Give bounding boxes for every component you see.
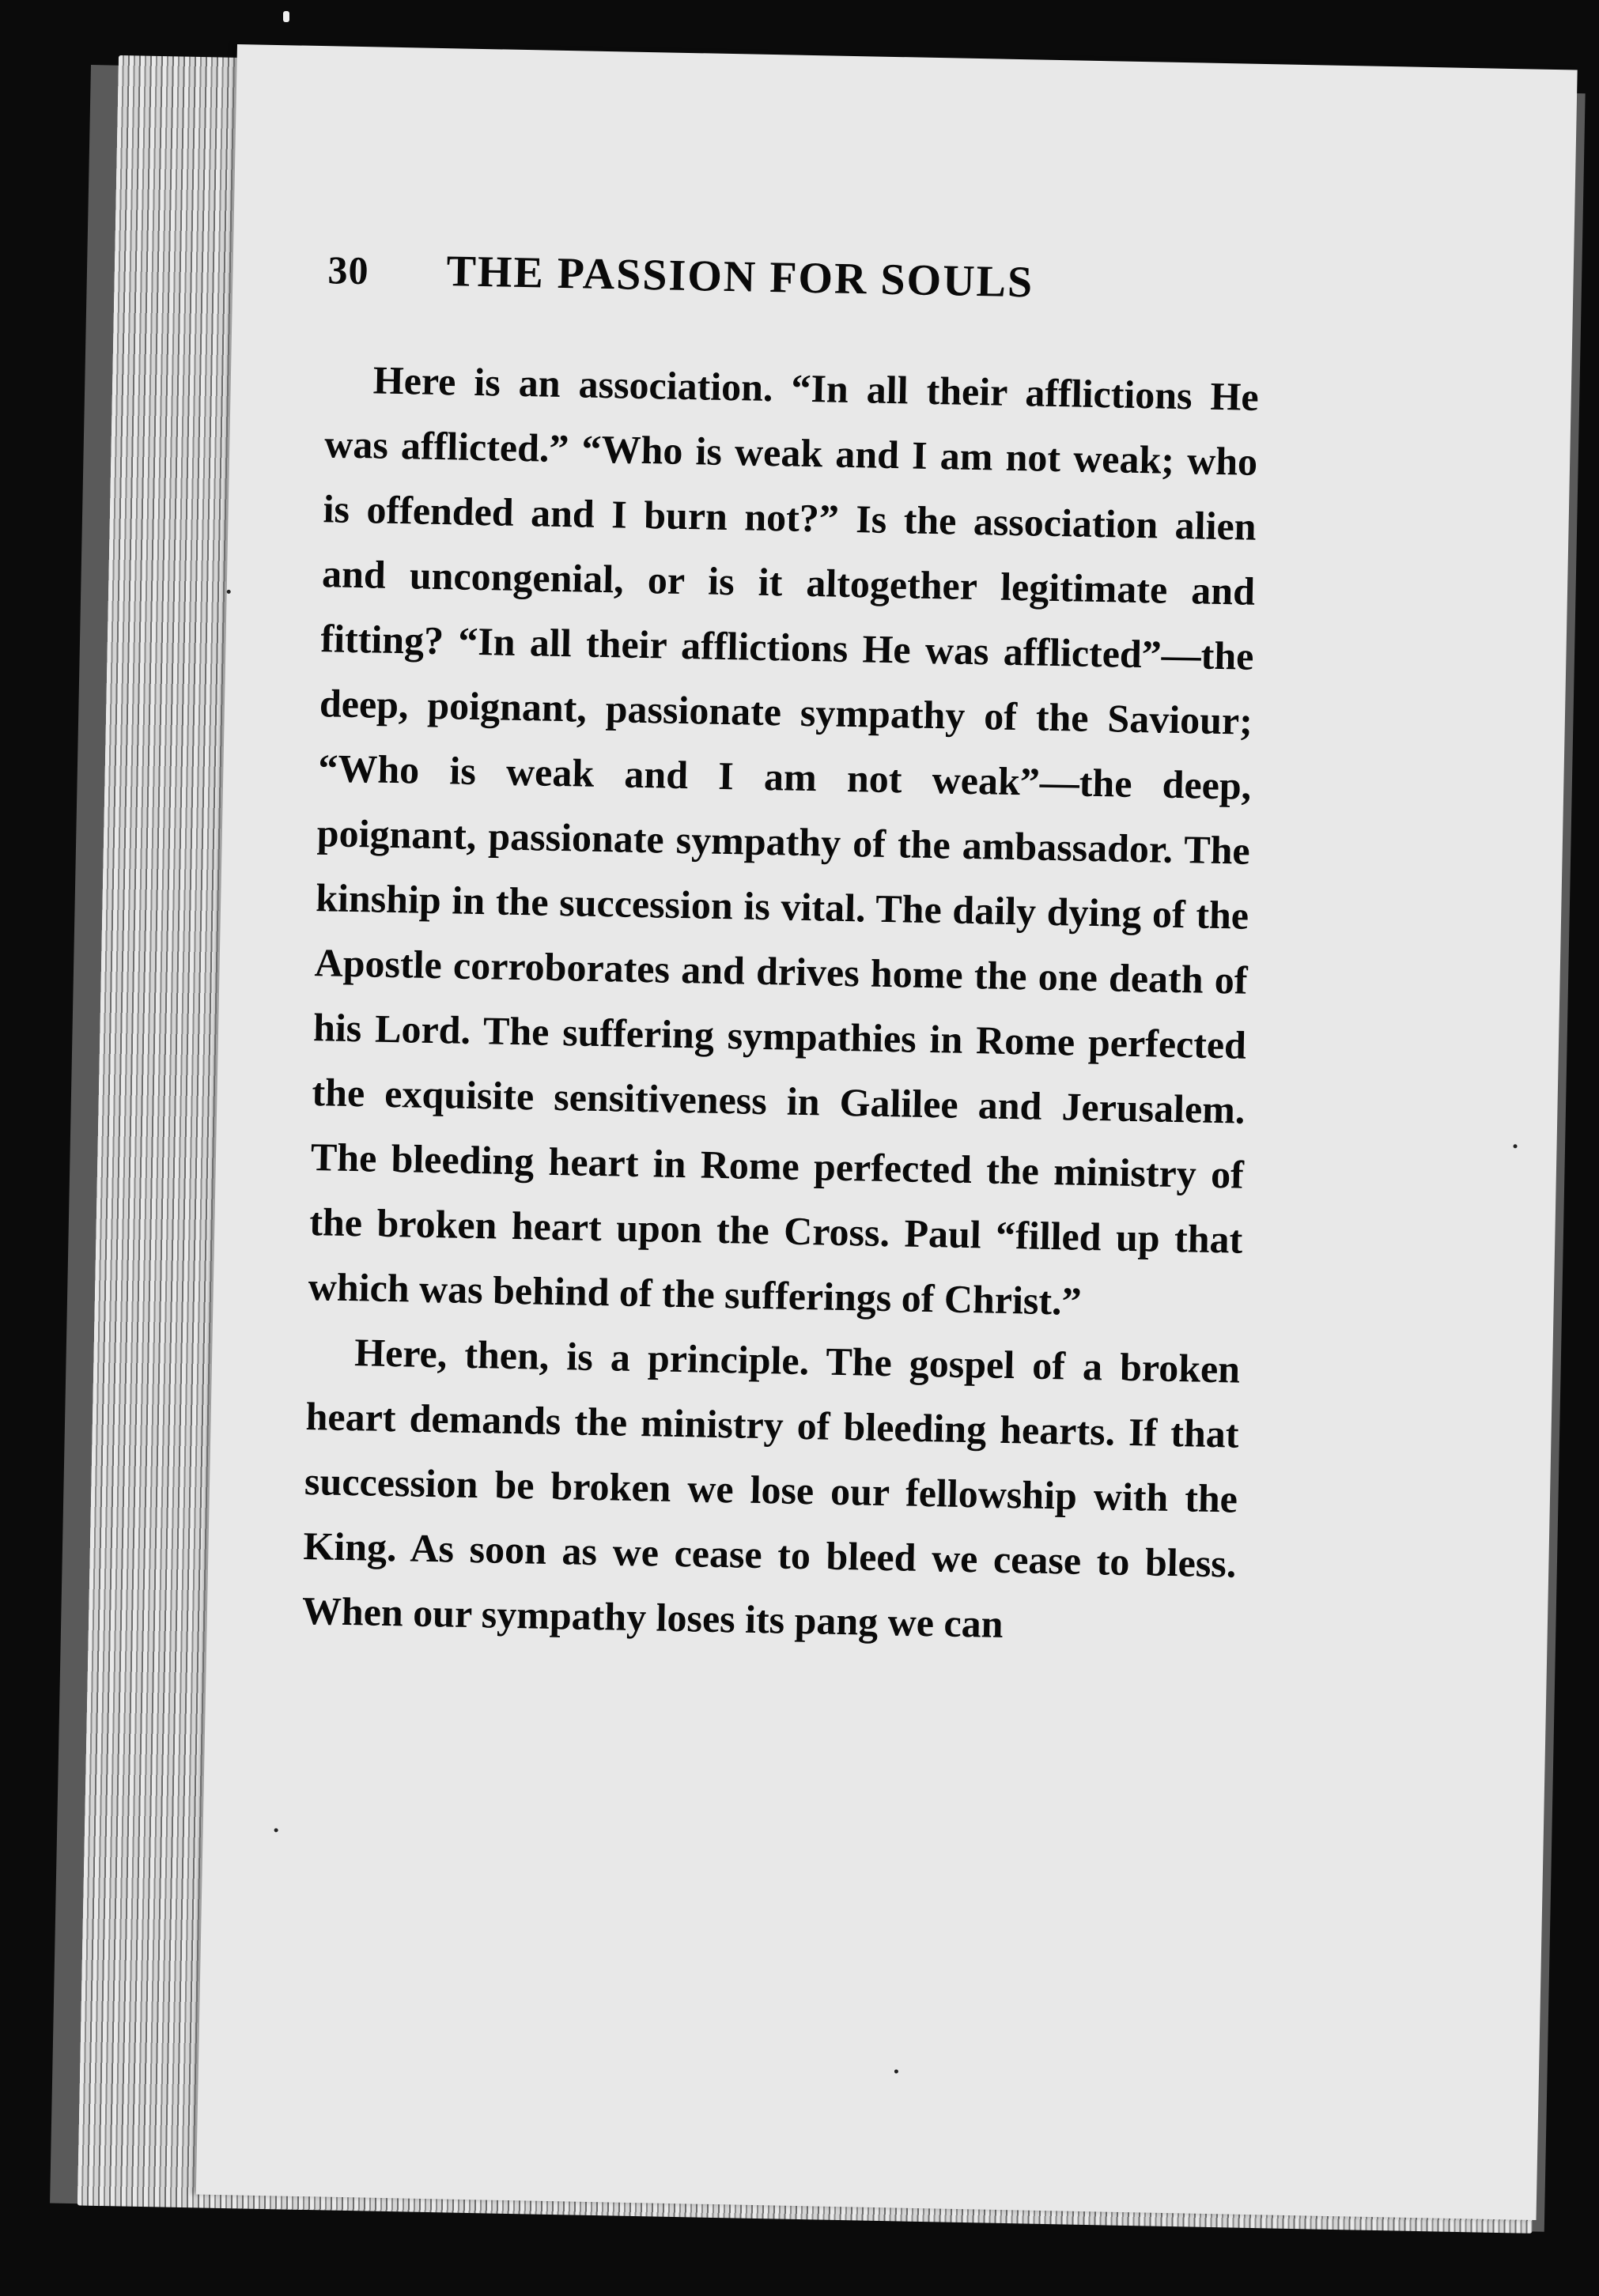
paragraph: Here is an association. “In all their afflictions He was afflicted.” “Who is weak and I am not weak; who is offended and I burn not?” Is the association alien and uncongenial, or is it altogether legitimate and fitting? “In all their afflictions He was afflicted”—the deep, poignant, passionate sympathy of the Saviour; “Who is weak and I am not weak”—the deep, poignant, passionate sympathy of the ambassador. The kinship in the succession is vital. The daily dying of the Apostle corroborates and drives home the one death of his Lord. The suffering sympathies in Rome perfected the exquisite sensitiveness in Galilee and Jerusalem. The bleeding heart in Rome perfected the ministry of the broken heart upon the Cross. Paul “filled up that which was behind of the sufferings of Christ.” [308,357,1260,1324]
running-title: THE PASSION FOR SOULS [445,247,1034,308]
scan-speck [283,11,289,22]
scan-speck [1513,1144,1517,1148]
paragraph: Here, then, is a principle. The gospel of a broken heart demands the ministry of bleeding hearts. If that succession be broken we lose our fellowship with the King. As soon as we cease to bleed we cease to bless. When our sympathy loses its pang we can [301,1330,1241,1646]
scan-speck [274,1828,278,1832]
running-head [327,244,1261,357]
page-number: 30 [327,247,370,293]
scan-speck [894,2069,898,2073]
scan-speck [227,590,231,594]
page-content [301,244,1261,1660]
book-page [196,44,1578,2220]
